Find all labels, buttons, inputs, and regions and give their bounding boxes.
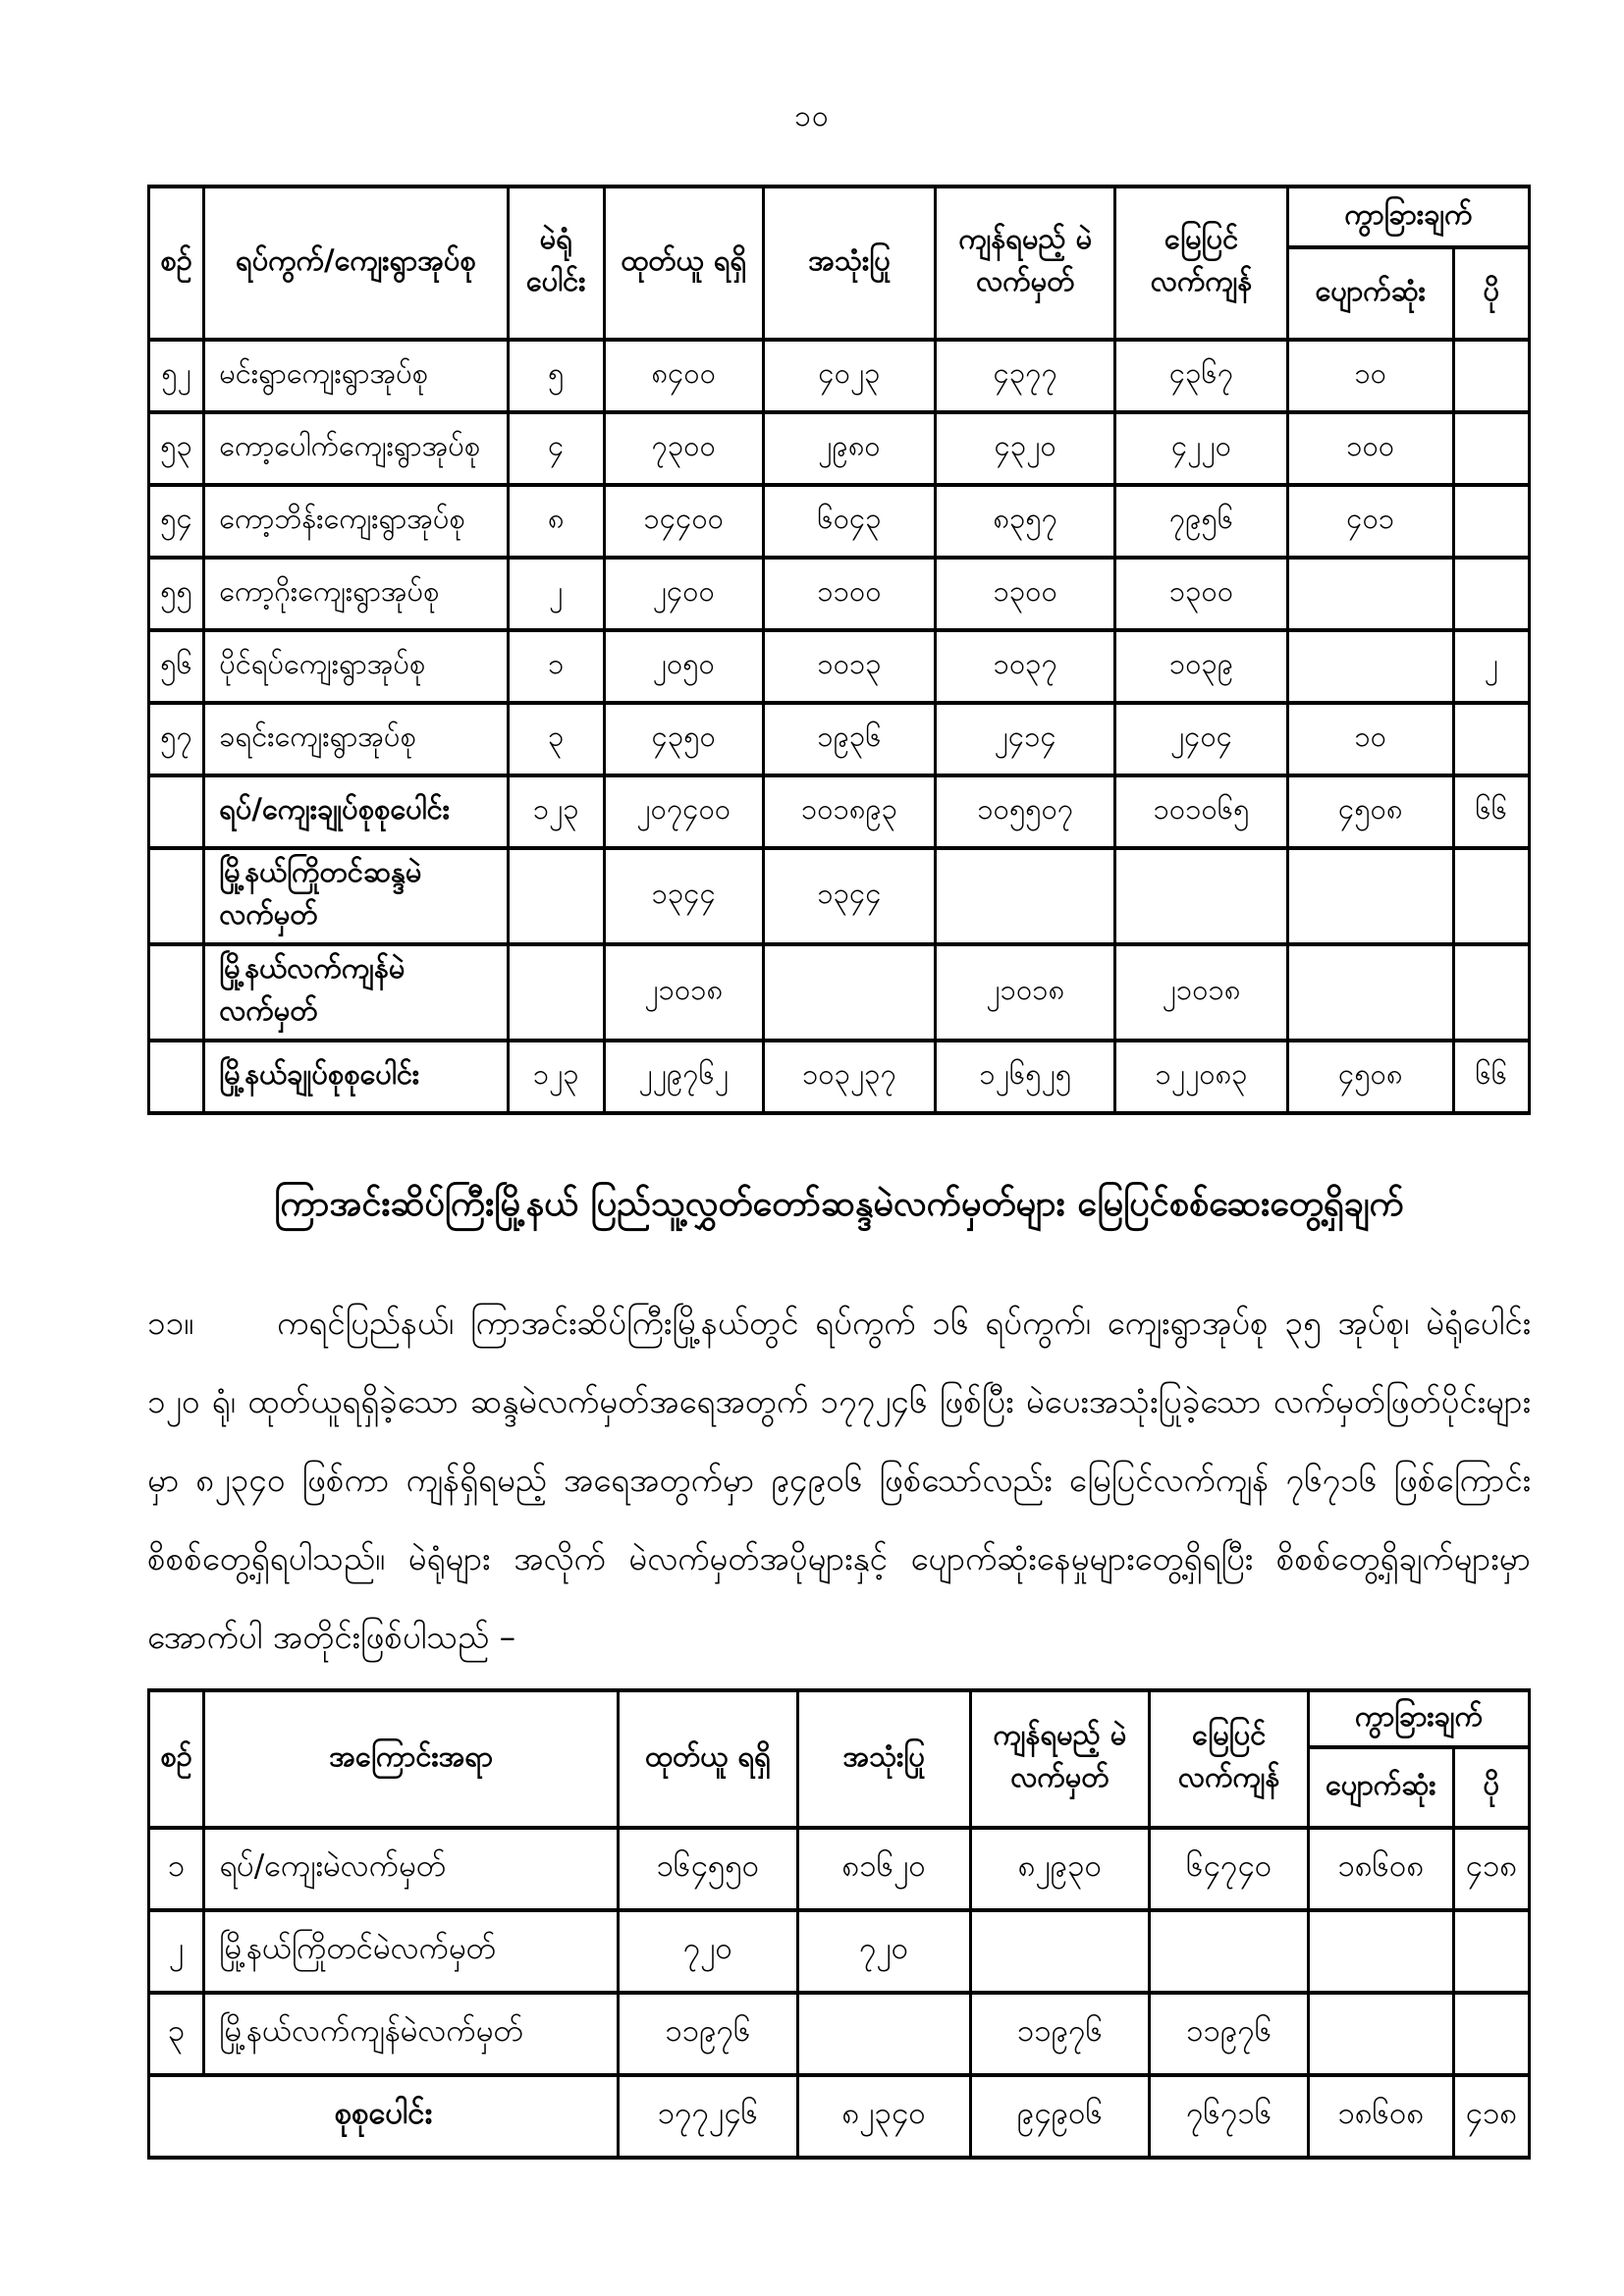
cell-value <box>149 944 204 1041</box>
cell-value <box>149 775 204 848</box>
cell-value: ၁၇၇၂၄၆ <box>619 2075 798 2158</box>
cell-value: ၇၂၀ <box>797 1910 970 1993</box>
cell-value: ၁၃၄၄ <box>763 848 936 944</box>
cell-value: ၈၂၉၃၀ <box>970 1828 1150 1910</box>
cell-value: ၇၆၇၁၆ <box>1150 2075 1309 2158</box>
t2-header-used: အသုံးပြု <box>797 1690 970 1828</box>
cell-value: ၁၉၃၆ <box>763 703 936 775</box>
t2-header-missing: ပျောက်ဆုံး <box>1309 1747 1454 1828</box>
table-row <box>149 340 1530 412</box>
t1-header-serial: စဉ် <box>149 187 204 340</box>
cell-value: ၃ <box>149 1993 204 2075</box>
cell-value <box>1453 848 1529 944</box>
row-label: မြို့နယ်လက်ကျန်မဲလက်မှတ် <box>204 1993 619 2075</box>
cell-value <box>1453 558 1529 630</box>
cell-value <box>149 1041 204 1113</box>
cell-value: ၄ <box>508 412 604 485</box>
cell-value <box>1453 412 1529 485</box>
cell-value: ၂၁၀၁၈ <box>604 944 763 1041</box>
cell-value: ၂၁၀၁၈ <box>936 944 1115 1041</box>
township-summary-table <box>147 1688 1531 2160</box>
t1-header-used: အသုံးပြု <box>763 187 936 340</box>
cell-value: ၅၇ <box>149 703 204 775</box>
cell-value: ၄၁၈ <box>1453 2075 1529 2158</box>
table-row <box>149 775 1530 848</box>
cell-value: ၁၃၀၀ <box>1115 558 1288 630</box>
cell-value: ၈၄၀၀ <box>604 340 763 412</box>
cell-value <box>1453 340 1529 412</box>
cell-value <box>1287 848 1453 944</box>
table-row <box>149 848 1530 944</box>
cell-value: ၁၈၆၀၈ <box>1309 2075 1454 2158</box>
cell-value: ၂၂၉၇၆၂ <box>604 1041 763 1113</box>
cell-value <box>1453 485 1529 558</box>
cell-value <box>1309 1910 1454 1993</box>
body-paragraph <box>147 1284 1531 1677</box>
cell-value: ၈၂၃၄၀ <box>797 2075 970 2158</box>
cell-value: ၇၃၀၀ <box>604 412 763 485</box>
cell-value <box>149 848 204 944</box>
row-label: မြို့နယ်လက်ကျန်မဲလက်မှတ် <box>204 944 508 1041</box>
cell-value <box>1287 944 1453 1041</box>
row-label: ကော့ဘိန်းကျေးရွာအုပ်စု <box>204 485 508 558</box>
row-label: ကော့ပေါက်ကျေးရွာအုပ်စု <box>204 412 508 485</box>
paragraph-text: ကရင်ပြည်နယ်၊ ကြာအင်းဆိပ်ကြီးမြို့နယ်တွင် ရပ်ကွက် ၁၆ ရပ်ကွက်၊ ကျေးရွာအုပ်စု ၃၅ အုပ်စု၊ မဲရုံပေါင်း ၁၂၀ ရုံ၊ ထုတ်ယူရရှိခဲ့သော ဆန္ဒမဲလက်မှတ်အရေအတွက် ၁၇၇၂၄၆ ဖြစ်ပြီး မဲပေးအသုံးပြုခဲ့သော လက်မှတ်ဖြတ်ပိုင်းများမှာ ၈၂၃၄၀ ဖြစ်ကာ ကျန်ရှိရမည့် အရေအတွက်မှာ ၉၄၉၀၆ ဖြစ်သော်လည်း မြေပြင်လက်ကျန် ၇၆၇၁၆ ဖြစ်ကြောင်း စိစစ်တွေ့ရှိရပါသည်။ မဲရုံများ အလိုက် မဲလက်မှတ်အပိုများနှင့် ပျောက်ဆုံးနေမှုများတွေ့ရှိရပြီး စိစစ်တွေ့ရှိချက်များမှာ အောက်ပါ အတိုင်းဖြစ်ပါသည် – <box>147 1304 1531 1656</box>
cell-value: ၁၆၄၅၅၀ <box>619 1828 798 1910</box>
t1-header-ward-village: ရပ်ကွက်/ကျေးရွာအုပ်စု <box>204 187 508 340</box>
row-total-label: စုစုပေါင်း <box>149 2075 619 2158</box>
cell-value <box>1453 1993 1529 2075</box>
cell-value <box>936 848 1115 944</box>
table-row <box>149 2075 1530 2158</box>
cell-value: ၅၄ <box>149 485 204 558</box>
cell-value: ၅၂ <box>149 340 204 412</box>
cell-value: ၁ <box>149 1828 204 1910</box>
cell-value: ၆၆ <box>1453 775 1529 848</box>
t2-header-difference: ကွာခြားချက် <box>1309 1690 1530 1747</box>
cell-value: ၁၂၆၅၂၅ <box>936 1041 1115 1113</box>
table-row <box>149 412 1530 485</box>
row-label: ခရင်းကျေးရွာအုပ်စု <box>204 703 508 775</box>
cell-value: ၁၀၃၇ <box>936 630 1115 703</box>
paragraph-number: ၁၁။ <box>147 1304 194 1342</box>
table-row <box>149 630 1530 703</box>
table-row <box>149 558 1530 630</box>
cell-value: ၁၈၆၀၈ <box>1309 1828 1454 1910</box>
cell-value: ၅၆ <box>149 630 204 703</box>
cell-value: ၇၂၀ <box>619 1910 798 1993</box>
cell-value: ၁၀၁၈၉၃ <box>763 775 936 848</box>
cell-value: ၁၀၃၂၃၇ <box>763 1041 936 1113</box>
cell-value: ၈၃၅၇ <box>936 485 1115 558</box>
cell-value <box>1115 848 1288 944</box>
cell-value: ၂ <box>149 1910 204 1993</box>
table-row <box>149 485 1530 558</box>
t1-header-difference: ကွာခြားချက် <box>1287 187 1529 247</box>
cell-value <box>763 944 936 1041</box>
t2-header-ground-balance: မြေပြင် လက်ကျန် <box>1150 1690 1309 1828</box>
cell-value: ၁၁၀၀ <box>763 558 936 630</box>
cell-value: ၅ <box>508 340 604 412</box>
cell-value: ၄၅၀၈ <box>1287 1041 1453 1113</box>
cell-value: ၄၁၈ <box>1453 1828 1529 1910</box>
cell-value: ၄၀၂၃ <box>763 340 936 412</box>
table-row <box>149 1828 1530 1910</box>
cell-value: ၁၁၉၇၆ <box>970 1993 1150 2075</box>
row-label: ပိုင်ရပ်ကျေးရွာအုပ်စု <box>204 630 508 703</box>
row-label: မင်းရွာကျေးရွာအုပ်စု <box>204 340 508 412</box>
table-row <box>149 944 1530 1041</box>
cell-value: ၁၃၀၀ <box>936 558 1115 630</box>
cell-value: ၄၃၆၇ <box>1115 340 1288 412</box>
t1-header-remaining-due: ကျန်ရမည့် မဲလက်မှတ် <box>936 187 1115 340</box>
row-label: မြို့နယ်ကြိုတင်ဆန္ဒမဲလက်မှတ် <box>204 848 508 944</box>
cell-value: ၁ <box>508 630 604 703</box>
t2-header-extra: ပို <box>1453 1747 1529 1828</box>
cell-value: ၁၀၃၉ <box>1115 630 1288 703</box>
cell-value <box>970 1910 1150 1993</box>
cell-value <box>797 1993 970 2075</box>
cell-value: ၆၀၄၃ <box>763 485 936 558</box>
cell-value: ၁၀၀ <box>1287 412 1453 485</box>
cell-value: ၂ <box>508 558 604 630</box>
cell-value: ၄၃၇၇ <box>936 340 1115 412</box>
cell-value: ၂၄၀၀ <box>604 558 763 630</box>
cell-value: ၁၀၅၅၀၇ <box>936 775 1115 848</box>
table-row <box>149 1910 1530 1993</box>
section-title: ကြာအင်းဆိပ်ကြီးမြို့နယ် ပြည်သူ့လွှတ်တော်ဆန္ဒမဲလက်မှတ်များ မြေပြင်စစ်ဆေးတွေ့ရှိချက် <box>274 1184 1404 1224</box>
cell-value: ၄၃၅၀ <box>604 703 763 775</box>
cell-value: ၄၃၂၀ <box>936 412 1115 485</box>
cell-value: ၇၉၅၆ <box>1115 485 1288 558</box>
cell-value: ၁၂၃ <box>508 775 604 848</box>
cell-value <box>1150 1910 1309 1993</box>
cell-value <box>1287 558 1453 630</box>
cell-value <box>1453 703 1529 775</box>
t2-header-received: ထုတ်ယူ ရရှိ <box>619 1690 798 1828</box>
page-number: ၁၀ <box>794 99 830 133</box>
cell-value: ၂၀၅၀ <box>604 630 763 703</box>
t2-header-serial: စဉ် <box>149 1690 204 1828</box>
t2-header-remaining-due: ကျန်ရမည့် မဲလက်မှတ် <box>970 1690 1150 1828</box>
t1-header-polling-stations: မဲရုံ ပေါင်း <box>508 187 604 340</box>
table-row <box>149 1041 1530 1113</box>
cell-value: ၈၁၆၂၀ <box>797 1828 970 1910</box>
cell-value: ၁၀ <box>1287 703 1453 775</box>
cell-value: ၁၁၉၇၆ <box>1150 1993 1309 2075</box>
cell-value: ၃ <box>508 703 604 775</box>
t1-header-ground-balance: မြေပြင် လက်ကျန် <box>1115 187 1288 340</box>
row-label: မြို့နယ်ချုပ်စုစုပေါင်း <box>204 1041 508 1113</box>
t1-header-extra: ပို <box>1453 247 1529 340</box>
row-label: ရပ်/ကျေးမဲလက်မှတ် <box>204 1828 619 1910</box>
cell-value: ၄၅၀၈ <box>1287 775 1453 848</box>
table-row <box>149 1993 1530 2075</box>
cell-value: ၆၆ <box>1453 1041 1529 1113</box>
row-label: ကော့ဂိုးကျေးရွာအုပ်စု <box>204 558 508 630</box>
cell-value: ၁၁၉၇၆ <box>619 1993 798 2075</box>
cell-value <box>1453 1910 1529 1993</box>
cell-value: ၂၉၈၀ <box>763 412 936 485</box>
cell-value: ၂၁၀၁၈ <box>1115 944 1288 1041</box>
cell-value <box>1287 630 1453 703</box>
cell-value: ၁၀ <box>1287 340 1453 412</box>
cell-value: ၁၀၁၀၆၅ <box>1115 775 1288 848</box>
t2-header-subject: အကြောင်းအရာ <box>204 1690 619 1828</box>
table-row <box>149 703 1530 775</box>
cell-value: ၅၅ <box>149 558 204 630</box>
row-label: ရပ်/ကျေးချုပ်စုစုပေါင်း <box>204 775 508 848</box>
cell-value <box>1309 1993 1454 2075</box>
page-content <box>147 185 1531 2160</box>
cell-value: ၄၀၁ <box>1287 485 1453 558</box>
cell-value: ၁၂၃ <box>508 1041 604 1113</box>
cell-value: ၁၄၄၀၀ <box>604 485 763 558</box>
t1-header-received: ထုတ်ယူ ရရှိ <box>604 187 763 340</box>
cell-value: ၈ <box>508 485 604 558</box>
cell-value: ၂ <box>1453 630 1529 703</box>
cell-value <box>1453 944 1529 1041</box>
ward-village-ballot-table <box>147 185 1531 1115</box>
cell-value: ၁၃၄၄ <box>604 848 763 944</box>
cell-value: ၂၄၀၄ <box>1115 703 1288 775</box>
cell-value: ၉၄၉၀၆ <box>970 2075 1150 2158</box>
cell-value: ၂၄၁၄ <box>936 703 1115 775</box>
cell-value: ၄၂၂၀ <box>1115 412 1288 485</box>
cell-value: ၅၃ <box>149 412 204 485</box>
cell-value: ၆၄၇၄၀ <box>1150 1828 1309 1910</box>
cell-value: ၂၀၇၄၀၀ <box>604 775 763 848</box>
cell-value <box>508 944 604 1041</box>
row-label: မြို့နယ်ကြိုတင်မဲလက်မှတ် <box>204 1910 619 1993</box>
cell-value <box>508 848 604 944</box>
cell-value: ၁၀၁၃ <box>763 630 936 703</box>
cell-value: ၁၂၂၀၈၃ <box>1115 1041 1288 1113</box>
t1-header-missing: ပျောက်ဆုံး <box>1287 247 1453 340</box>
